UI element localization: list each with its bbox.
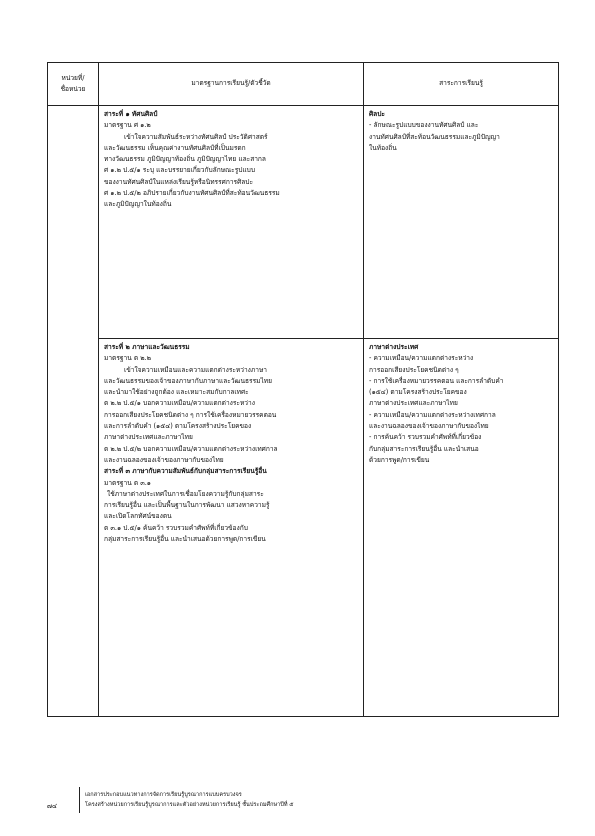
page-footer — [0, 786, 595, 816]
content-cell — [364, 106, 559, 339]
content-line: ภาษาต่างประเทศและภาษาไทย — [369, 399, 458, 408]
standards-line: ต ๒.๒ ป.๕/๑ บอกความเหมือน/ความแตกต่างระหว่าง — [104, 399, 255, 408]
standards-line: และการลำดับคำ (๑๕๔) ตามโครงสร้างประโยคของ — [104, 422, 252, 431]
content-line: การออกเสียงประโยคชนิดต่าง ๆ — [369, 365, 459, 374]
content-line: - ความเหมือน/ความแตกต่างระหว่างเทศกาล — [369, 410, 496, 419]
content-line: ด้วยการพูด/การเขียน — [369, 455, 430, 464]
unit-cell — [48, 106, 99, 717]
footer-document-title: เอกสารประกอบแนวทางการจัดการเรียนรู้บูรณาการแบบครบวงจร — [85, 792, 242, 798]
standards-line: และงานฉลองของเจ้าของภาษากับของไทย — [104, 455, 224, 464]
standards-line: การเรียนรู้อื่น และเป็นพื้นฐานในการพัฒนา แสวงหาความรู้ — [104, 501, 270, 510]
header-unit — [48, 63, 99, 106]
standards-line: และวัฒนธรรม เห็นคุณค่างานทัศนศิลป์ที่เป็นมรดก — [104, 143, 246, 152]
standards-line: การออกเสียงประโยคชนิดต่าง ๆ การใช้เครื่องหมายวรรคตอน — [104, 410, 277, 419]
standards-line: และภูมิปัญญาในท้องถิ่น — [104, 200, 172, 209]
standards-line: มาตรฐาน ศ ๑.๒ — [104, 121, 151, 130]
content-line: - ลักษณะรูปแบบของงานทัศนศิลป์ และ — [369, 121, 479, 130]
content-line: กับกลุ่มสาระการเรียนรู้อื่น และนำเสนอ — [369, 444, 479, 453]
standards-line: และนำมาใช้อย่างถูกต้อง และเหมาะสมกับกาลเทศะ — [104, 388, 249, 397]
content-line: - ความเหมือน/ความแตกต่างระหว่าง — [369, 354, 474, 363]
standards-line: สาระที่ ๑ ทัศนศิลป์ — [104, 110, 158, 118]
standards-line: และเปิดโลกทัศน์ของตน — [104, 512, 172, 521]
content-line: งานทัศนศิลป์ที่สะท้อนวัฒนธรรมและภูมิปัญญา — [369, 132, 500, 141]
standards-line: ศ ๑.๒ ป.๕/๒ อภิปรายเกี่ยวกับงานทัศนศิลป์ที่สะท้อนวัฒนธรรม — [104, 189, 280, 198]
standards-line: ของงานทัศนศิลป์ในแหล่งเรียนรู้หรือนิทรรศการศิลปะ — [104, 177, 254, 186]
standards-line: มาตรฐาน ต ๒.๒ — [104, 354, 151, 363]
standards-line: ต ๓.๑ ป.๕/๑ ค้นคว้า รวบรวมคำศัพท์ที่เกี่ยวข้องกับ — [104, 523, 248, 532]
content-line: ในท้องถิ่น — [369, 143, 397, 152]
standards-line: ทางวัฒนธรรม ภูมิปัญญาท้องถิ่น ภูมิปัญญาไทย และสากล — [104, 155, 266, 164]
standards-cell — [99, 106, 364, 339]
header-unit-line1: หน่วยที่/ — [61, 73, 85, 82]
table-row — [48, 106, 559, 339]
table-header-row — [48, 63, 559, 106]
content-line: และงานฉลองของเจ้าของภาษากับของไทย — [369, 422, 489, 431]
standards-line: เข้าใจความสัมพันธ์ระหว่างทัศนศิลป์ ประวัติศาสตร์ — [124, 132, 268, 141]
footer-divider — [79, 787, 80, 813]
standards-line: ต ๒.๒ ป.๕/๒ บอกความเหมือน/ความแตกต่างระหว่างเทศกาล — [104, 444, 278, 453]
standards-line: ภาษาต่างประเทศและภาษาไทย — [104, 433, 193, 442]
content-line: ภาษาต่างประเทศ — [369, 343, 419, 351]
header-unit-line2: ชื่อหน่วย — [60, 85, 86, 93]
table-row — [48, 339, 559, 717]
curriculum-table — [47, 62, 559, 717]
standards-cell — [99, 339, 364, 717]
content-line: - การใช้เครื่องหมายวรรคตอน และการลำดับคำ — [369, 376, 504, 385]
standards-line: เข้าใจความเหมือนและความแตกต่างระหว่างภาษา — [124, 365, 267, 374]
content-cell — [364, 339, 559, 717]
footer-document-subtitle: โครงสร้างหน่วยการเรียนรู้บูรณาการและตัวอย่างหน่วยการเรียนรู้ ชั้นประถมศึกษาปีที่ ๕ — [85, 802, 294, 808]
standards-line: มาตรฐาน ต ๓.๑ — [104, 478, 151, 487]
standards-line: กลุ่มสาระการเรียนรู้อื่น และนำเสนอด้วยการพูด/การเขียน — [104, 535, 266, 544]
header-content: สาระการเรียนรู้ — [364, 63, 559, 106]
standards-line: ศ ๑.๒ ป.๕/๑ ระบุ และบรรยายเกี่ยวกับลักษณะรูปแบบ — [104, 166, 256, 175]
content-line: - การค้นคว้า รวบรวมคำศัพท์ที่เกี่ยวข้อง — [369, 433, 482, 442]
page-number: ๗๔ — [47, 802, 57, 810]
standards-line: สาระที่ ๓ ภาษากับความสัมพันธ์กับกลุ่มสาระการเรียนรู้อื่น — [104, 467, 267, 476]
content-line: ศิลปะ — [369, 110, 385, 118]
header-standards: มาตรฐานการเรียนรู้/ตัวชี้วัด — [99, 63, 364, 106]
standards-line: ใช้ภาษาต่างประเทศในการเชื่อมโยงความรู้กับกลุ่มสาระ — [107, 489, 264, 498]
standards-line: สาระที่ ๒ ภาษาและวัฒนธรรม — [104, 343, 190, 351]
standards-line: และวัฒนธรรมของเจ้าของภาษากับภาษาและวัฒนธรรมไทย — [104, 376, 272, 385]
content-line: (๑๕๔) ตามโครงสร้างประโยคของ — [369, 388, 467, 397]
